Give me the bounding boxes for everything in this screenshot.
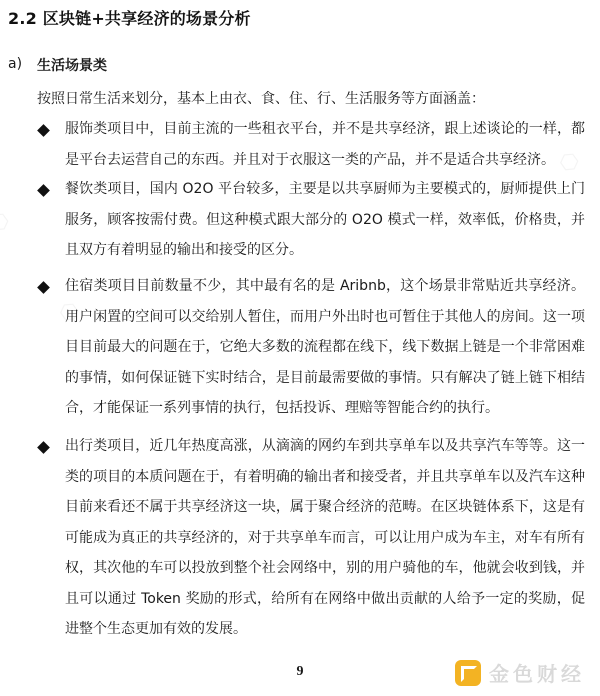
watermark: [0, 207, 15, 239]
section-title: 2.2 区块链+共享经济的场景分析: [8, 9, 251, 28]
page-number: 9: [296, 664, 304, 679]
brand-logo-icon: [455, 660, 481, 686]
diamond-bullet-icon: [37, 184, 50, 197]
list-item-dining: 餐饮类项目，国内 O2O 平台较多，主要是以共享厨师为主要模式的，厨师提供上门服务，顾客按需付费。但这种模式跟大部分的 O2O 模式一样，效率低，价格贵，并且双方有着明显的输出和接受的区分。: [65, 181, 585, 258]
brand-logo: [455, 658, 585, 687]
list-item-travel: 出行类项目，近几年热度高涨，从滴滴的网约车到共享单车以及共享汽车等等。这一类的项目的本质问题在于，有着明确的输出者和接受者，并且共享单车以及汽车这种目前来看还不属于共享经济这一块，属于聚合经济的范畴。在区块链体系下，这是有可能成为真正的共享经济的，对于共享单车而言，可以让用户成为车主，对车有所有权，其次他的车可以投放到整个社会网络中，别的用户骑他的车，他就会收到钱，并且可以通过 Token 奖励的形式，给所有在网络中做出贡献的人给予一定的奖励，促进整个生态更加有效的发展。: [65, 438, 585, 637]
subsection-title: 生活场景类: [37, 58, 107, 74]
diamond-bullet-icon: [37, 441, 50, 454]
diamond-bullet-icon: [37, 124, 50, 137]
list-item-lodging: 住宿类项目目前数量不少，其中最有名的是 Aribnb，这个场景非常贴近共享经济。用户闲置的空间可以交给别人暂住，而用户外出时也可暂住于其他人的房间。这一项目目前最大的问题在于，它绝大多数的流程都在线下，线下数据上链是一个非常困难的事情，如何保证链下实时结合，是目前最需要做的事情。只有解决了链上链下相结合，才能保证一系列事情的执行，包括投诉、理赔等智能合约的执行。: [65, 278, 585, 416]
subsection-marker: a): [8, 56, 23, 72]
brand-logo-text: 金色财经: [489, 662, 585, 686]
intro-text: 按照日常生活来划分，基本上由衣、食、住、行、生活服务等方面涵盖：: [37, 91, 485, 107]
list-item-clothing: 服饰类项目中，目前主流的一些租衣平台，并不是共享经济，跟上述谈论的一样，都是平台去运营自己的东西。并且对于衣服这一类的产品，并不是适合共享经济。: [65, 121, 585, 168]
diamond-bullet-icon: [37, 281, 50, 294]
